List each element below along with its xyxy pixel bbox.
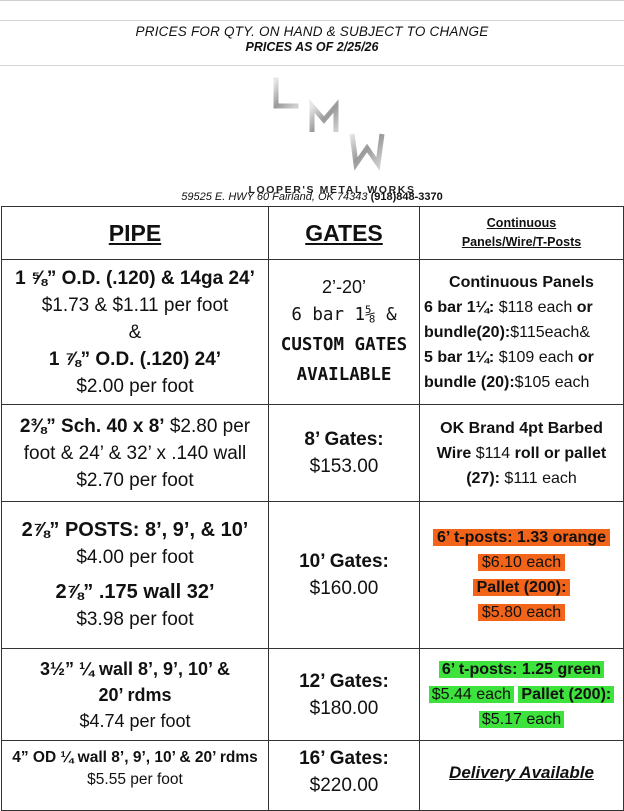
pipe-cell: 3½” ¼ wall 8’, 9’, 10’ & 20’ rdms $4.74 per foot (2, 649, 269, 741)
address: 59525 E. HWY 60 Fairland, OK 74343 (181, 191, 368, 203)
prices-date: PRICES AS OF 2/25/26 (245, 40, 379, 54)
top-rule (0, 0, 624, 1)
pipe-cell: 4” OD ¼ wall 8’, 9’, 10’ & 20’ rdms $5.55 per foot (2, 741, 269, 811)
column-header-panels: Continuous Panels/Wire/T-Posts (420, 207, 624, 260)
contact-line (0, 191, 624, 203)
table-row (2, 405, 624, 502)
table-header-row (2, 207, 624, 260)
table-row (2, 502, 624, 649)
column-header-gates: GATES (269, 207, 420, 260)
table-row (2, 649, 624, 741)
gates-cell: 12’ Gates: $180.00 (269, 649, 420, 741)
gates-cell: 2’-20’ 6 bar 1⅝ & CUSTOM GATES AVAILABLE (269, 260, 420, 405)
company-name: LOOPER'S METAL WORKS (248, 184, 416, 196)
pipe-cell: 1 ⅝” O.D. (.120) & 14ga 24’ $1.73 & $1.11 per foot & 1 ⅞” O.D. (.120) 24’ $2.00 per foot (2, 260, 269, 405)
table-row (2, 741, 624, 811)
gates-cell: 8’ Gates: $153.00 (269, 405, 420, 502)
delivery-cell: Delivery Available (420, 741, 624, 811)
panels-cell: Continuous Panels 6 bar 1¼: $118 each or bundle(20):$115each& 5 bar 1¼: $109 each or bundle (20):$105 each (420, 260, 624, 405)
pipe-cell: 2⅞” POSTS: 8’, 9’, & 10’ $4.00 per foot 2⅞” .175 wall 32’ $3.98 per foot (2, 502, 269, 649)
price-table (1, 206, 624, 811)
table-row (2, 260, 624, 405)
gates-cell: 10’ Gates: $160.00 (269, 502, 420, 649)
tposts-orange-cell: 6’ t-posts: 1.33 orange $6.10 each Pallet (200): $5.80 each (420, 502, 624, 649)
phone: (918)848-3370 (370, 191, 443, 203)
notice-line: PRICES FOR QTY. ON HAND & SUBJECT TO CHANGE (135, 24, 489, 39)
lmw-logo (266, 76, 390, 172)
column-header-pipe: PIPE (2, 207, 269, 260)
wire-cell: OK Brand 4pt Barbed Wire $114 roll or pallet (27): $111 each (420, 405, 624, 502)
gates-cell: 16’ Gates: $220.00 (269, 741, 420, 811)
price-notice (0, 20, 624, 66)
tposts-green-cell: 6’ t-posts: 1.25 green $5.44 each Pallet (200): $5.17 each (420, 649, 624, 741)
pipe-cell: 2⅜” Sch. 40 x 8’ $2.80 per foot & 24’ & 32’ x .140 wall $2.70 per foot (2, 405, 269, 502)
